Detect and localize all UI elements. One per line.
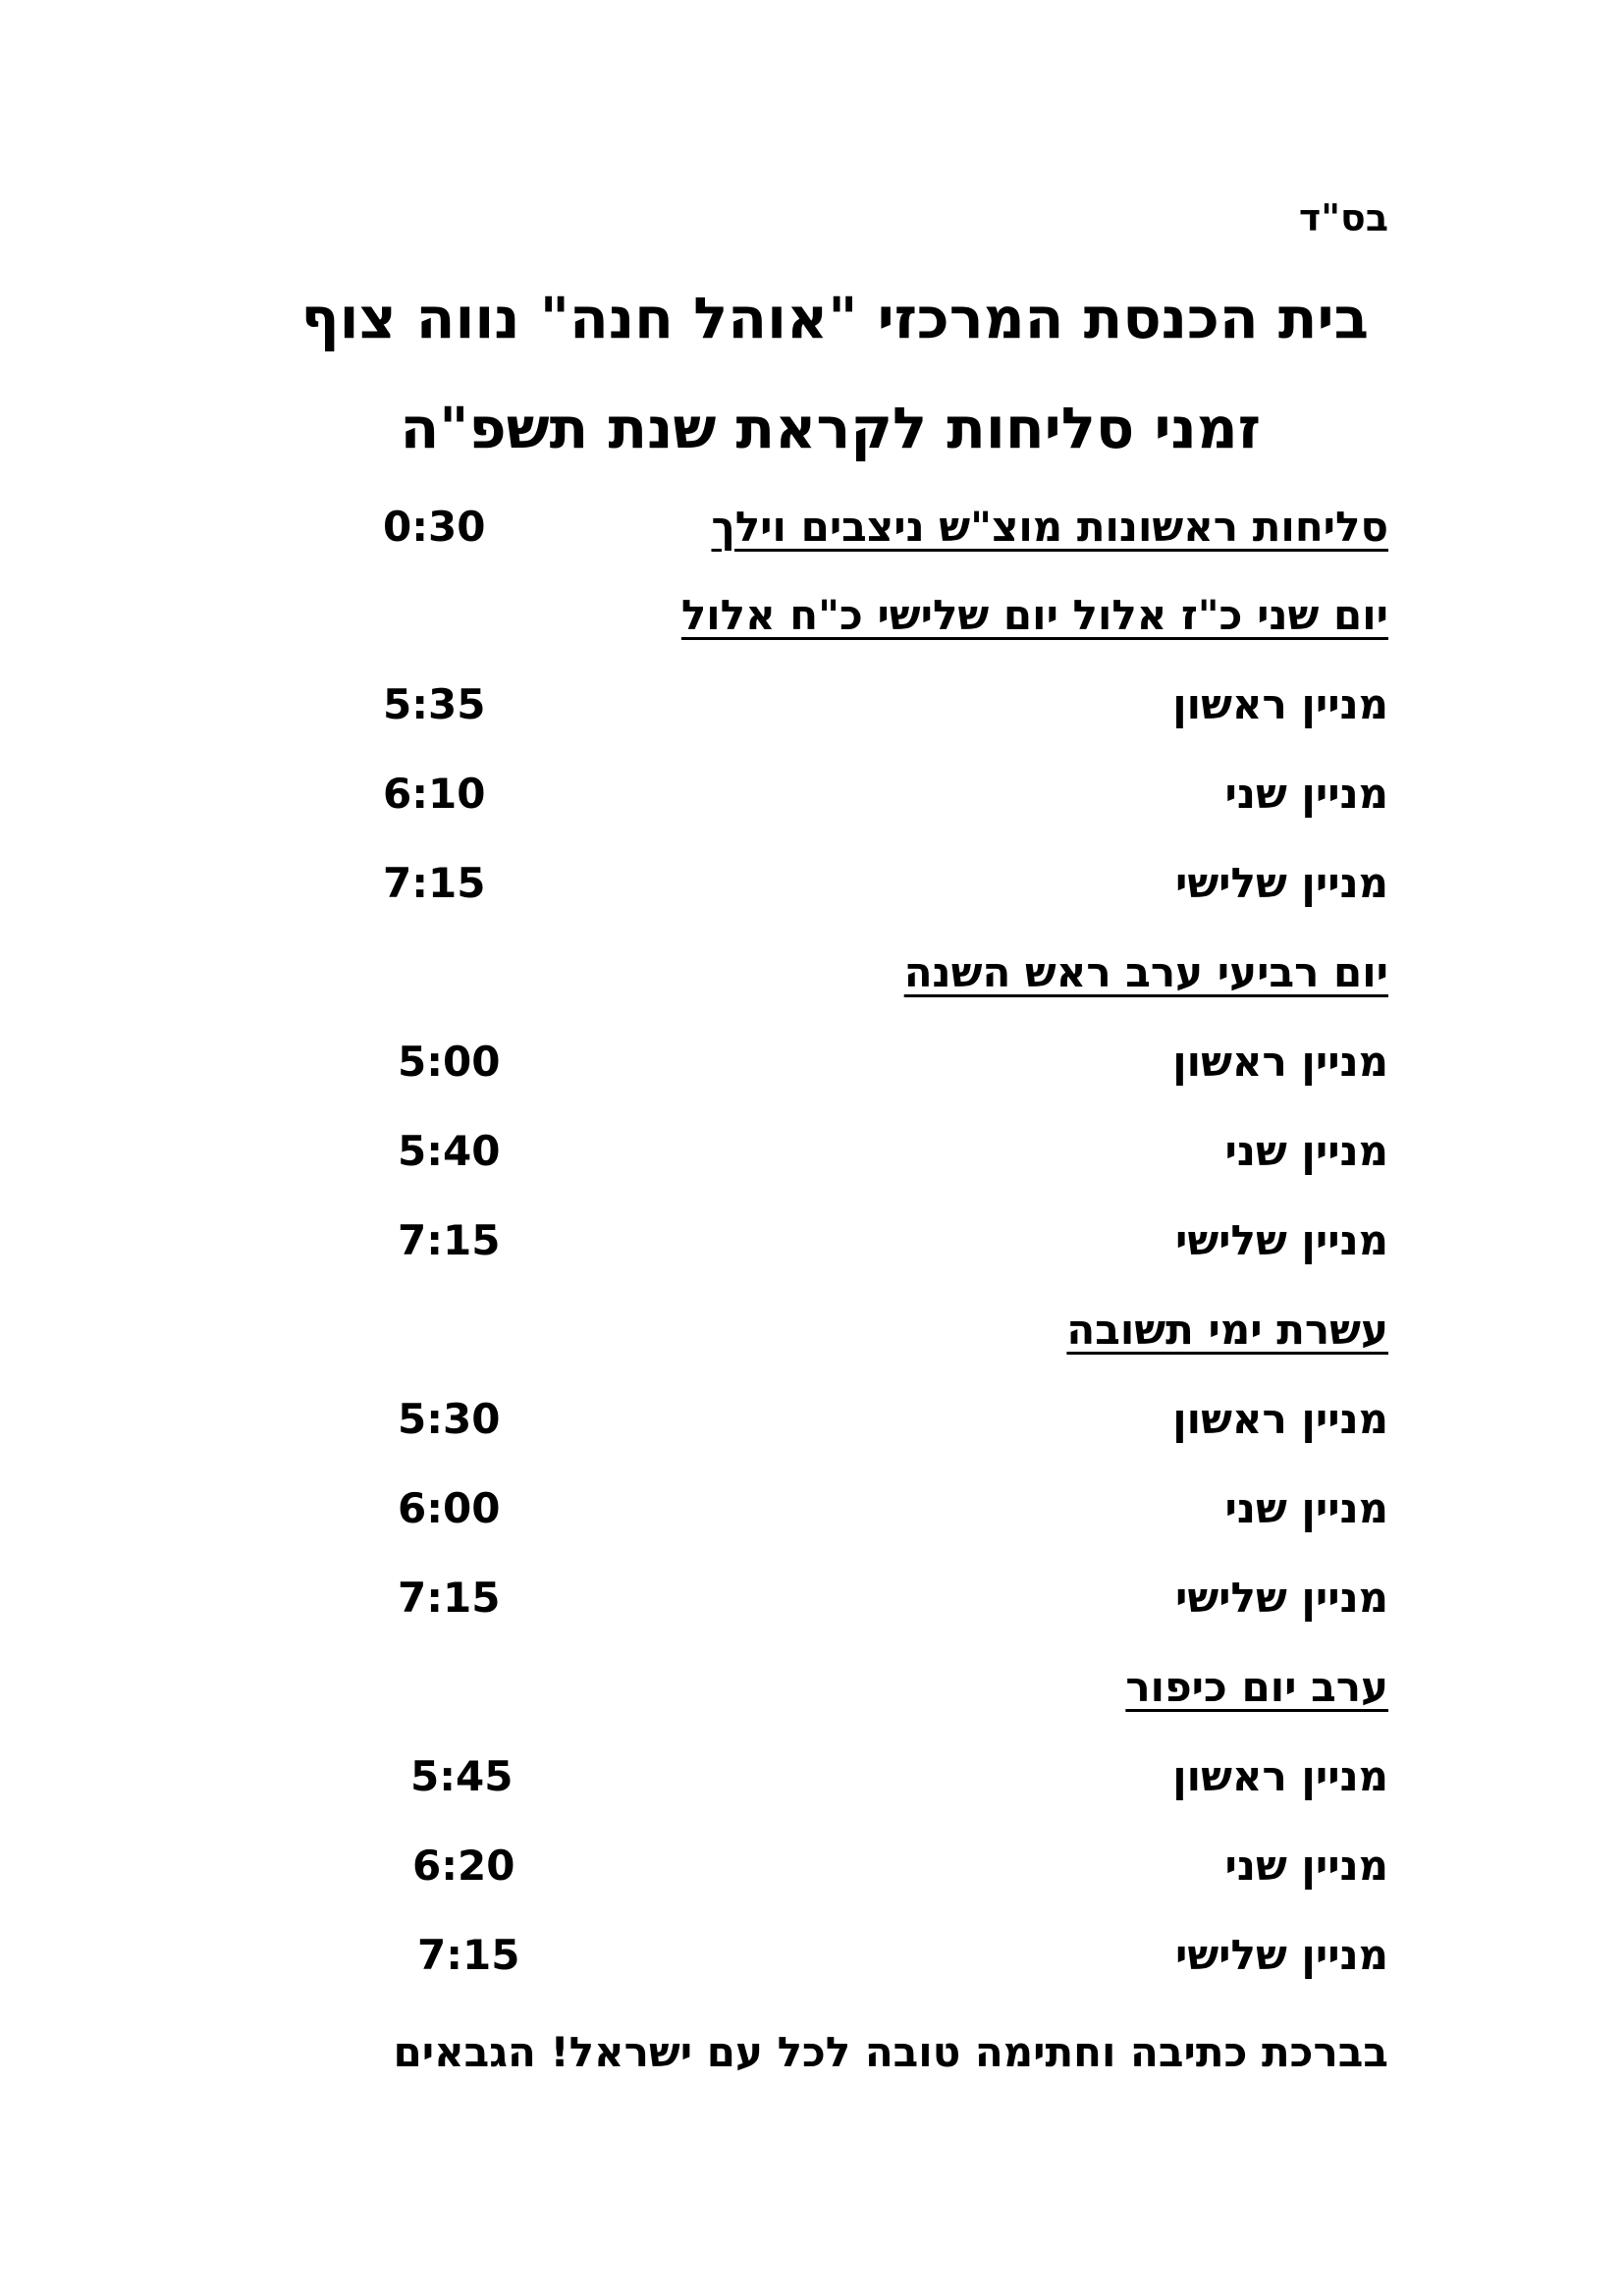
- minyan-time: 7:15: [383, 859, 486, 907]
- first-selichot-row: [295, 503, 1388, 561]
- schedule-title: זמני סליחות לקראת שנת תשפ"ה: [400, 395, 1261, 461]
- minyan-label: מניין שני: [1224, 1842, 1388, 1890]
- minyan-row: [295, 1842, 1388, 1900]
- minyan-row: [295, 1484, 1388, 1543]
- minyan-label: מניין שלישי: [1174, 1574, 1388, 1622]
- bsd-header: בס"ד: [1298, 196, 1388, 240]
- minyan-time: 5:35: [383, 680, 486, 728]
- section-heading-label: יום שני כ"ז אלול יום שלישי כ"ח אלול: [680, 591, 1388, 639]
- minyan-row: [295, 770, 1388, 828]
- minyan-time: 5:30: [398, 1395, 501, 1443]
- section-heading: [295, 591, 1388, 650]
- minyan-label: מניין שני: [1224, 770, 1388, 818]
- minyan-row: [295, 1395, 1388, 1454]
- first-selichot-time: 0:30: [383, 503, 486, 551]
- minyan-label: מניין שלישי: [1174, 1216, 1388, 1264]
- minyan-row: [295, 680, 1388, 739]
- blessing-footer: בברכת כתיבה וחתימה טובה לכל עם ישראל! הגבאים: [393, 2028, 1388, 2076]
- minyan-label: מניין שני: [1224, 1484, 1388, 1532]
- minyan-label: מניין ראשון: [1172, 680, 1388, 728]
- minyan-label: מניין שלישי: [1174, 1931, 1388, 1979]
- minyan-row: [295, 859, 1388, 918]
- minyan-time: 5:40: [398, 1127, 501, 1175]
- minyan-row: [295, 1127, 1388, 1186]
- minyan-label: מניין ראשון: [1172, 1395, 1388, 1443]
- minyan-time: 7:15: [398, 1216, 501, 1264]
- minyan-row: [295, 1931, 1388, 1990]
- minyan-time: 6:20: [412, 1842, 515, 1890]
- minyan-row: [295, 1574, 1388, 1632]
- minyan-time: 7:15: [417, 1931, 520, 1979]
- section-heading: [295, 1663, 1388, 1722]
- section-heading: [295, 1306, 1388, 1364]
- minyan-time: 5:45: [410, 1752, 514, 1800]
- minyan-time: 6:10: [383, 770, 486, 818]
- minyan-label: מניין ראשון: [1172, 1752, 1388, 1800]
- minyan-time: 7:15: [398, 1574, 501, 1622]
- section-heading-label: עשרת ימי תשובה: [1066, 1306, 1388, 1354]
- minyan-label: מניין ראשון: [1172, 1038, 1388, 1086]
- synagogue-title: בית הכנסת המרכזי "אוהל חנה" נווה צוף: [300, 285, 1369, 351]
- minyan-time: 5:00: [398, 1038, 501, 1086]
- minyan-label: מניין שני: [1224, 1127, 1388, 1175]
- minyan-row: [295, 1038, 1388, 1096]
- section-heading-label: ערב יום כיפור: [1125, 1663, 1388, 1711]
- first-selichot-label: סליחות ראשונות מוצ"ש ניצבים וילך: [711, 503, 1388, 551]
- minyan-label: מניין שלישי: [1174, 859, 1388, 907]
- minyan-row: [295, 1752, 1388, 1811]
- section-heading-label: יום רביעי ערב ראש השנה: [903, 948, 1388, 996]
- minyan-time: 6:00: [398, 1484, 501, 1532]
- section-heading: [295, 948, 1388, 1007]
- minyan-row: [295, 1216, 1388, 1275]
